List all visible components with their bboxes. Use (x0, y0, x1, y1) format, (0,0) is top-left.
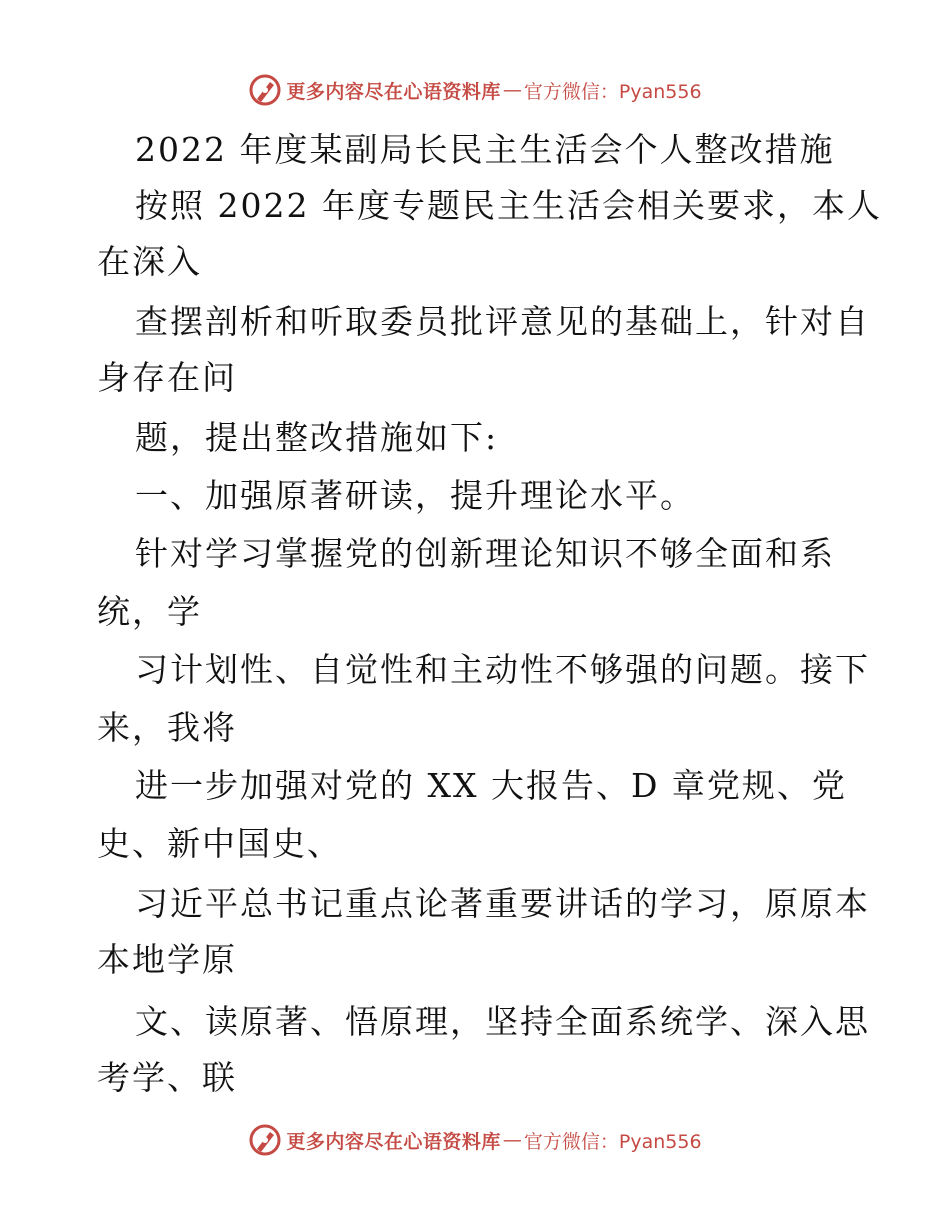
document-title: 2022 年度某副局长民主生活会个人整改措施 (135, 130, 835, 169)
section-heading: 一、加强原著研读，提升理论水平。 (135, 476, 695, 515)
text-line: 针对学习掌握党的创新理论知识不够全面和系 (135, 534, 835, 573)
text-line: 查摆剖析和听取委员批评意见的基础上，针对自 (135, 302, 870, 341)
pen-logo-icon (248, 1123, 282, 1157)
text-line: 按照 2022 年度专题民主生活会相关要求，本人 (135, 186, 882, 225)
document-body (0, 118, 950, 1118)
text-line: 进一步加强对党的 XX 大报告、D 章党规、党 (135, 766, 847, 805)
text-line: 本地学原 (97, 940, 237, 979)
pen-logo-icon (248, 73, 282, 107)
text-line: 考学、联 (97, 1058, 237, 1097)
text-line: 题，提出整改措施如下: (135, 418, 499, 457)
text-line: 文、读原著、悟原理，坚持全面系统学、深入思 (135, 1002, 870, 1041)
footer-banner (0, 1120, 950, 1160)
text-line: 在深入 (97, 242, 202, 281)
text-line: 习近平总书记重点论著重要讲话的学习，原原本 (135, 884, 870, 923)
text-line: 习计划性、自觉性和主动性不够强的问题。接下 (135, 650, 870, 689)
banner-separator: — (502, 79, 522, 101)
text-line: 统，学 (97, 592, 202, 631)
banner-wechat-text: 官方微信：Pyan556 (523, 1130, 702, 1153)
text-line: 身存在问 (97, 358, 237, 397)
text-line: 来，我将 (97, 708, 237, 747)
text-line: 史、新中国史、 (97, 824, 342, 863)
banner-site-text: 更多内容尽在心语资料库 (286, 80, 501, 103)
banner-separator: — (502, 1129, 522, 1151)
banner-wechat-text: 官方微信：Pyan556 (523, 80, 702, 103)
header-banner (0, 70, 950, 110)
banner-site-text: 更多内容尽在心语资料库 (286, 1130, 501, 1153)
